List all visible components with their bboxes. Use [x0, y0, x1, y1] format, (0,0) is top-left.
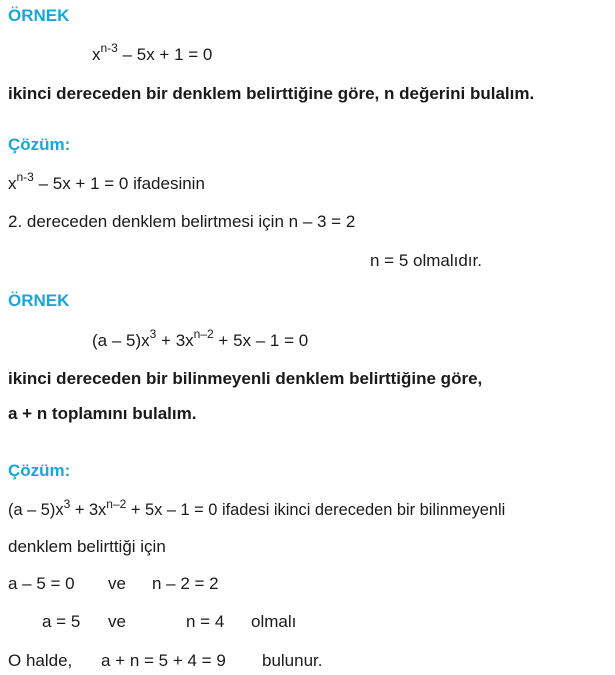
eq-exponent-2: n–2: [106, 496, 127, 511]
eq-part-b: + 3x: [156, 331, 194, 350]
eq-exponent-2: n–2: [193, 327, 214, 342]
solution-1-line-3: n = 5 olmalıdır.: [370, 251, 482, 270]
solution-2-line-3-mid: ve: [108, 574, 126, 593]
solution-2-line-5-expr: a + n = 5 + 4 = 9: [101, 651, 226, 670]
solution-2-line-5-tail: bulunur.: [262, 651, 323, 670]
solution-2-line-1: [8, 496, 506, 520]
eq-base: x: [8, 174, 17, 193]
example-1-question: ikinci dereceden bir denklem belirttiğine göre, n değerini bulalım.: [8, 84, 535, 103]
solution-2-line-4-mid: ve: [108, 612, 126, 631]
eq-exponent: n-3: [16, 170, 34, 185]
example-1-heading: ÖRNEK: [8, 6, 70, 25]
example-1-equation: [92, 41, 213, 65]
solution-2-heading: Çözüm:: [8, 461, 71, 480]
solution-1-heading: Çözüm:: [8, 135, 71, 154]
example-2-equation: [92, 327, 309, 351]
solution-2-line-5-left: O halde,: [8, 651, 73, 670]
eq-exponent-1: 3: [63, 496, 71, 511]
solution-1-line-1: [8, 170, 205, 194]
eq-part-c: + 5x – 1 = 0: [213, 331, 309, 350]
eq-rest: – 5x + 1 = 0 ifadesinin: [33, 174, 205, 193]
example-2-question-line-1: ikinci dereceden bir bilinmeyenli denklem belirttiğine göre,: [8, 369, 483, 388]
eq-rest: – 5x + 1 = 0: [117, 45, 213, 64]
solution-2-line-3-left: a – 5 = 0: [8, 574, 75, 593]
eq-exponent-1: 3: [149, 327, 157, 342]
example-2-heading: ÖRNEK: [8, 291, 70, 310]
eq-part-b: + 3x: [70, 501, 107, 519]
eq-base: x: [92, 45, 101, 64]
solution-2-line-3-right: n – 2 = 2: [152, 574, 219, 593]
example-2-question-line-2: a + n toplamını bulalım.: [8, 404, 197, 423]
solution-1-line-2: 2. dereceden denklem belirtmesi için n – 3 = 2: [8, 212, 356, 231]
eq-part-a: (a – 5)x: [8, 501, 64, 519]
solution-2-line-4-tail: olmalı: [251, 612, 297, 631]
solution-2-line-2: denklem belirttiği için: [8, 537, 166, 556]
eq-part-c: + 5x – 1 = 0 ifadesi ikinci dereceden bir bilinmeyenli: [126, 501, 506, 519]
eq-part-a: (a – 5)x: [92, 331, 150, 350]
solution-2-line-4-right: n = 4: [186, 612, 225, 631]
solution-2-line-4-left: a = 5: [42, 612, 81, 631]
eq-exponent: n-3: [100, 41, 118, 56]
